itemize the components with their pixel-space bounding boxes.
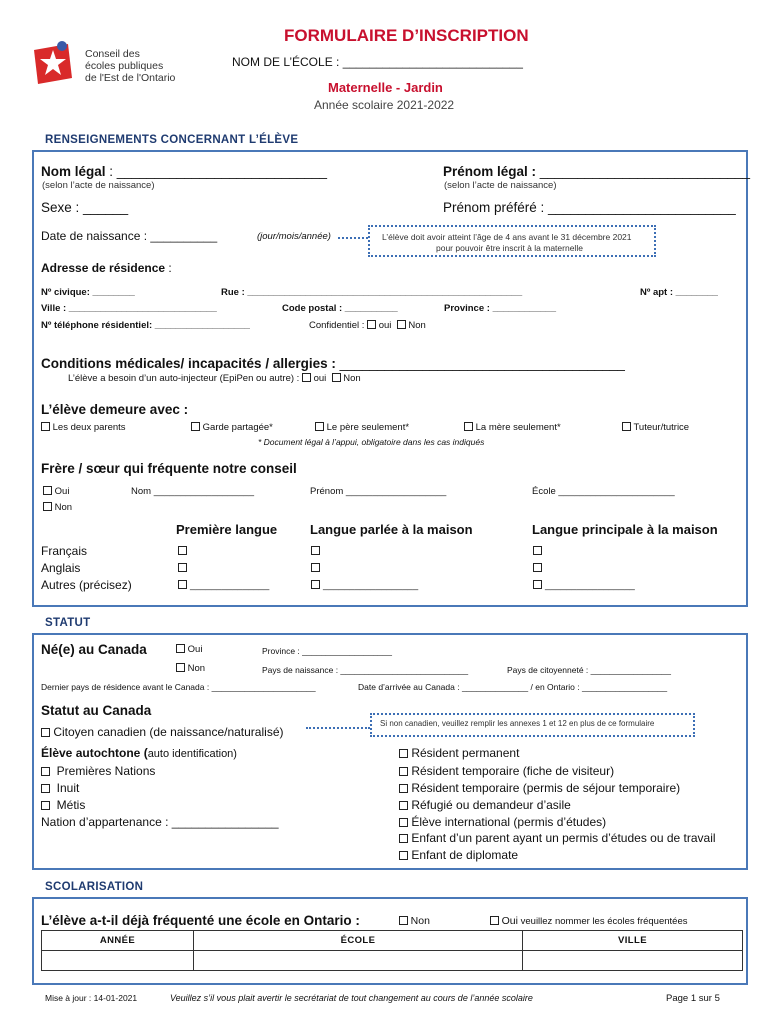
- ontario-question: L’élève a-t-il déjà fréquenté une école en Ontario :: [41, 913, 360, 928]
- table-cell-annee[interactable]: [42, 951, 194, 971]
- province-naissance-field[interactable]: Province : ___________________: [262, 646, 392, 656]
- demeure-option-4[interactable]: [464, 422, 561, 433]
- school-name-field[interactable]: NOM DE L’ÉCOLE : ___________________________: [232, 55, 523, 69]
- ne-non-checkbox[interactable]: [176, 663, 185, 672]
- epipen-non-label: Non: [343, 373, 361, 384]
- frere-oui-option[interactable]: [43, 486, 69, 497]
- prenom-legal-field[interactable]: Prénom légal : ____________________________: [443, 164, 751, 179]
- section-heading-scolarisation: SCOLARISATION: [45, 881, 144, 893]
- demeure-label: Garde partagée*: [202, 422, 273, 433]
- table-cell-ville[interactable]: [523, 951, 743, 971]
- ontario-oui-option[interactable]: [490, 915, 688, 927]
- frere-nom-field[interactable]: Nom ___________________: [131, 486, 255, 497]
- confidentiel-oui-checkbox[interactable]: [367, 320, 376, 329]
- nom-legal-field[interactable]: Nom légal : ____________________________: [41, 164, 327, 179]
- demeure-checkbox[interactable]: [622, 422, 631, 431]
- statut-option-5[interactable]: [399, 815, 606, 829]
- frere-ecole-field[interactable]: École ______________________: [532, 486, 675, 497]
- date-naissance-field[interactable]: Date de naissance : __________: [41, 229, 218, 243]
- autochtone-label: Élève autochtone (: [41, 746, 148, 760]
- citoyen-label: Citoyen canadien (de naissance/naturalisé): [53, 725, 284, 739]
- rue-field[interactable]: Rue : ____________________________________________________: [221, 287, 523, 298]
- ne-oui-checkbox[interactable]: [176, 644, 185, 653]
- sexe-field[interactable]: Sexe : ______: [41, 200, 129, 215]
- demeure-option-2[interactable]: [191, 422, 273, 433]
- demeure-label: Les deux parents: [52, 422, 126, 433]
- lang-header-principale: Langue principale à la maison: [532, 522, 718, 537]
- frere-non-label: Non: [54, 502, 73, 513]
- logo-text-1: Conseil des: [85, 48, 140, 60]
- statut-option-3[interactable]: [399, 781, 680, 795]
- statut-option-4[interactable]: [399, 798, 571, 812]
- lang-autres-blank-3[interactable]: _________________: [545, 580, 635, 591]
- demeure-label: Tuteur/tutrice: [633, 422, 690, 433]
- frere-oui-checkbox[interactable]: [43, 486, 52, 495]
- dernier-pays-blank[interactable]: ______________________: [211, 682, 316, 692]
- telephone-field[interactable]: Nº téléphone résidentiel: __________________: [41, 320, 250, 331]
- table-cell-ecole[interactable]: [194, 951, 523, 971]
- province-field[interactable]: Province : ____________: [444, 303, 556, 314]
- statut-checkbox[interactable]: [399, 851, 408, 860]
- confidentiel-label: Confidentiel :: [309, 320, 365, 331]
- confidentiel-non-label: Non: [408, 320, 426, 331]
- date-arrivee-field[interactable]: Date d’arrivée au Canada : ______________ / en Ontario : __________________: [358, 682, 668, 692]
- apt-field[interactable]: Nº apt : ________: [640, 287, 718, 298]
- lang-row-anglais: Anglais: [41, 561, 81, 575]
- demeure-label: Le père seulement*: [326, 422, 410, 433]
- dernier-pays-label: Dernier pays de résidence avant le Canada :: [41, 682, 210, 692]
- lang-checkbox[interactable]: [178, 546, 187, 555]
- pays-citoyennete-field[interactable]: Pays de citoyenneté : _________________: [507, 665, 671, 675]
- date-format-hint: (jour/mois/année): [257, 231, 331, 242]
- autochtone-option-3[interactable]: [41, 798, 85, 812]
- school-year: Année scolaire 2021-2022: [314, 98, 455, 112]
- statut-checkbox[interactable]: [399, 767, 408, 776]
- demeure-option-1[interactable]: [41, 422, 126, 433]
- ne-non-label: Non: [187, 663, 206, 674]
- level-title: Maternelle - Jardin: [328, 80, 443, 95]
- logo: [30, 40, 190, 90]
- demeure-checkbox[interactable]: [464, 422, 473, 431]
- epipen-row: [68, 373, 361, 384]
- statut-option-label: Résident permanent: [411, 746, 520, 760]
- ontario-oui-label: Oui: [501, 915, 518, 927]
- ontario-non-label: Non: [410, 915, 430, 927]
- table-header-ville: VILLE: [523, 931, 743, 951]
- demeure-option-3[interactable]: [315, 422, 409, 433]
- statut-option-1[interactable]: [399, 746, 519, 760]
- confidentiel-non-checkbox[interactable]: [397, 320, 406, 329]
- dotted-connector-age: [338, 237, 368, 239]
- dernier-pays-field[interactable]: [41, 682, 316, 692]
- page-title: FORMULAIRE D’INSCRIPTION: [284, 26, 529, 45]
- statut-option-2[interactable]: [399, 764, 614, 778]
- statut-option-7[interactable]: [399, 848, 518, 862]
- logo-text-2: écoles publiques: [85, 60, 164, 72]
- frere-heading: Frère / sœur qui fréquente notre conseil: [41, 461, 297, 476]
- lang-checkbox[interactable]: [311, 546, 320, 555]
- frere-oui-label: Oui: [54, 486, 70, 497]
- statut-option-label: Élève international (permis d’études): [411, 815, 607, 829]
- table-header-ecole: ÉCOLE: [194, 931, 523, 951]
- ne-oui-label: Oui: [187, 644, 203, 655]
- ne-canada-label: Né(e) au Canada: [41, 642, 147, 657]
- table-header-annee: ANNÉE: [42, 931, 194, 951]
- confidentiel-row: [309, 320, 426, 331]
- demeure-checkbox[interactable]: [41, 422, 50, 431]
- lang-header-premiere: Première langue: [176, 522, 278, 537]
- nom-legal-note: (selon l’acte de naissance): [42, 180, 155, 191]
- lang-row-autres: Autres (précisez): [41, 578, 132, 592]
- ontario-non-checkbox[interactable]: [399, 916, 408, 925]
- pays-naissance-field[interactable]: Pays de naissance : ___________________________: [262, 665, 469, 675]
- demeure-label: La mère seulement*: [475, 422, 561, 433]
- demeure-checkbox[interactable]: [191, 422, 200, 431]
- epipen-label: L’élève a besoin d’un auto-injecteur (EpiPen ou autre) :: [68, 373, 300, 384]
- autochtone-sub-label: auto identification): [147, 748, 237, 760]
- autochtone-checkbox[interactable]: [41, 801, 50, 810]
- frere-prenom-field[interactable]: Prénom ___________________: [310, 486, 447, 497]
- autochtone-heading: [41, 746, 237, 760]
- statut-checkbox[interactable]: [399, 801, 408, 810]
- citoyen-checkbox[interactable]: [41, 728, 50, 737]
- statut-option-label: Enfant d’un parent ayant un permis d’études ou de travail: [411, 831, 716, 845]
- lang-checkbox[interactable]: [178, 563, 187, 572]
- confidentiel-oui-label: oui: [378, 320, 392, 331]
- demeure-heading: L’élève demeure avec :: [41, 402, 189, 417]
- autochtone-option-2[interactable]: [41, 781, 79, 795]
- document-note: * Document légal à l’appui, obligatoire dans les cas indiqués: [258, 437, 485, 447]
- statut-checkbox[interactable]: [399, 818, 408, 827]
- conditions-field[interactable]: Conditions médicales/ incapacités / allergies : ______________________________________: [41, 356, 625, 371]
- prenom-legal-note: (selon l’acte de naissance): [444, 180, 557, 191]
- footer-date: Mise à jour : 14-01-2021: [45, 993, 138, 1003]
- age-note-line2: pour pouvoir être inscrit à la maternelle: [436, 243, 583, 253]
- autochtone-option-label: Métis: [56, 798, 86, 812]
- statut-checkbox[interactable]: [399, 749, 408, 758]
- lang-checkbox[interactable]: [533, 546, 542, 555]
- logo-mark-icon: [30, 40, 76, 86]
- statut-option-6[interactable]: [399, 831, 716, 845]
- demeure-option-5[interactable]: [622, 422, 689, 433]
- ne-oui-option[interactable]: [176, 644, 202, 655]
- statut-option-label: Enfant de diplomate: [411, 848, 519, 862]
- statut-option-label: Réfugié ou demandeur d’asile: [411, 798, 571, 812]
- statut-option-label: Résident temporaire (fiche de visiteur): [411, 764, 615, 778]
- autochtone-option-1[interactable]: [41, 764, 155, 778]
- autochtone-option-label: Premières Nations: [56, 764, 156, 778]
- epipen-oui-checkbox[interactable]: [302, 373, 311, 382]
- age-note-line1: L’élève doit avoir atteint l’âge de 4 ans avant le 31 décembre 2021: [382, 232, 632, 242]
- lang-checkbox[interactable]: [533, 580, 542, 589]
- epipen-non-checkbox[interactable]: [332, 373, 341, 382]
- frere-non-checkbox[interactable]: [43, 502, 52, 511]
- section-heading-statut: STATUT: [45, 617, 91, 629]
- lang-checkbox[interactable]: [533, 563, 542, 572]
- statut-checkbox[interactable]: [399, 784, 408, 793]
- frere-non-option[interactable]: [43, 502, 72, 513]
- demeure-checkbox[interactable]: [315, 422, 324, 431]
- dotted-connector-annexes: [306, 727, 370, 729]
- ontario-oui-note: veuillez nommer les écoles fréquentées: [520, 916, 688, 927]
- annexes-note: Si non canadien, veuillez remplir les annexes 1 et 12 en plus de ce formulaire: [380, 719, 655, 728]
- autochtone-checkbox[interactable]: [41, 784, 50, 793]
- ne-non-option[interactable]: [176, 663, 205, 674]
- table-header-row: [42, 931, 743, 951]
- adresse-heading: Adresse de résidence :: [41, 261, 172, 275]
- lang-autres-blank-2[interactable]: __________________: [323, 580, 419, 591]
- autochtone-checkbox[interactable]: [41, 767, 50, 776]
- prenom-prefere-field[interactable]: Prénom préféré : _________________________: [443, 200, 736, 215]
- logo-text-3: de l'Est de l'Ontario: [85, 72, 176, 84]
- civique-field[interactable]: Nº civique: ________: [41, 287, 135, 298]
- lang-checkbox[interactable]: [178, 580, 187, 589]
- code-postal-field[interactable]: Code postal : __________: [282, 303, 398, 314]
- table-row: [42, 951, 743, 971]
- lang-autres-blank-1[interactable]: _______________: [190, 580, 270, 591]
- ville-field[interactable]: Ville : ____________________________: [41, 303, 217, 314]
- ontario-oui-checkbox[interactable]: [490, 916, 499, 925]
- lang-checkbox[interactable]: [311, 563, 320, 572]
- footer-note: Veuillez s’il vous plait avertir le secrétariat de tout changement au cours de l’année scolaire: [170, 993, 533, 1003]
- section-heading-eleve: RENSEIGNEMENTS CONCERNANT L’ÉLÈVE: [45, 134, 299, 146]
- ontario-non-option[interactable]: [399, 915, 430, 927]
- lang-checkbox[interactable]: [311, 580, 320, 589]
- lang-row-francais: Français: [41, 544, 88, 558]
- nation-field[interactable]: Nation d’appartenance : ________________: [41, 815, 279, 829]
- autochtone-option-label: Inuit: [56, 781, 80, 795]
- statut-option-label: Résident temporaire (permis de séjour temporaire): [411, 781, 681, 795]
- statut-checkbox[interactable]: [399, 834, 408, 843]
- lang-header-parlee: Langue parlée à la maison: [310, 522, 473, 537]
- schools-table: [41, 930, 743, 971]
- statut-canada-heading: Statut au Canada: [41, 703, 152, 718]
- footer-page: Page 1 sur 5: [666, 993, 720, 1004]
- citoyen-option[interactable]: [41, 725, 283, 739]
- epipen-oui-label: oui: [313, 373, 327, 384]
